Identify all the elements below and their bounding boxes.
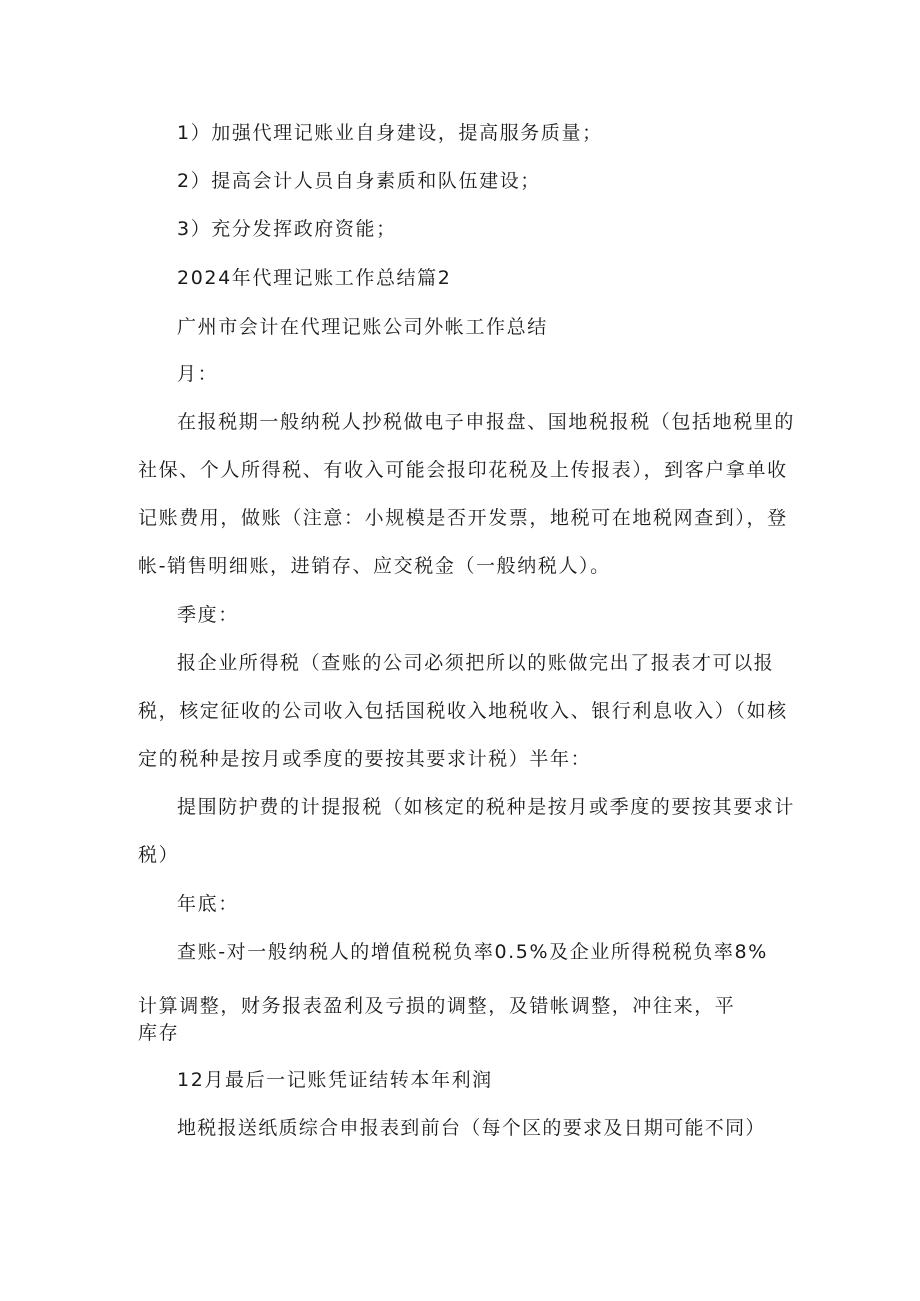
document-subtitle: 广州市会计在代理记账公司外帐工作总结 bbox=[177, 316, 548, 338]
monthly-paragraph-line: 社保、个人所得税、有收入可能会报印花税及上传报表），到客户拿单收 bbox=[138, 459, 788, 481]
monthly-label: 月： bbox=[177, 363, 219, 385]
year-end-closing: 12月最后一记账凭证结转本年利润 bbox=[177, 1069, 493, 1091]
year-end-paragraph-line: 库存 bbox=[138, 1022, 180, 1044]
year-end-paragraph-line: 计算调整，财务报表盈利及亏损的调整，及错帐调整，冲往来，平 bbox=[138, 995, 736, 1017]
list-item-1: 1）加强代理记账业自身建设，提高服务质量； bbox=[177, 122, 603, 144]
year-end-label: 年底： bbox=[177, 893, 239, 915]
monthly-paragraph-line: 记账费用，做账（注意：小规模是否开发票，地税可在地税网查到），登 bbox=[138, 507, 788, 529]
quarterly-label: 季度： bbox=[177, 604, 239, 626]
section-heading: 2024年代理记账工作总结篇2 bbox=[177, 267, 452, 289]
monthly-paragraph-line: 在报税期一般纳税人抄税做电子申报盘、国地税报税（包括地税里的 bbox=[177, 411, 796, 433]
year-end-filing: 地税报送纸质综合申报表到前台（每个区的要求及日期可能不同） bbox=[177, 1117, 766, 1139]
half-year-paragraph-line: 提围防护费的计提报税（如核定的税种是按月或季度的要按其要求计 bbox=[177, 796, 796, 818]
monthly-paragraph-line: 帐-销售明细账，进销存、应交税金（一般纳税人）。 bbox=[138, 555, 611, 577]
half-year-paragraph-line: 税） bbox=[138, 844, 180, 866]
quarterly-paragraph-line: 报企业所得税（查账的公司必须把所以的账做完出了报表才可以报 bbox=[177, 652, 775, 674]
list-item-3: 3）充分发挥政府资能； bbox=[177, 218, 397, 240]
year-end-paragraph-line: 查账-对一般纳税人的增值税税负率0.5%及企业所得税税负率8% bbox=[177, 941, 768, 963]
quarterly-paragraph-line: 定的税种是按月或季度的要按其要求计税）半年： bbox=[138, 748, 592, 770]
list-item-2: 2）提高会计人员自身素质和队伍建设； bbox=[177, 170, 541, 192]
quarterly-paragraph-line: 税，核定征收的公司收入包括国税收入地税收入、银行利息收入）（如核 bbox=[138, 700, 788, 722]
